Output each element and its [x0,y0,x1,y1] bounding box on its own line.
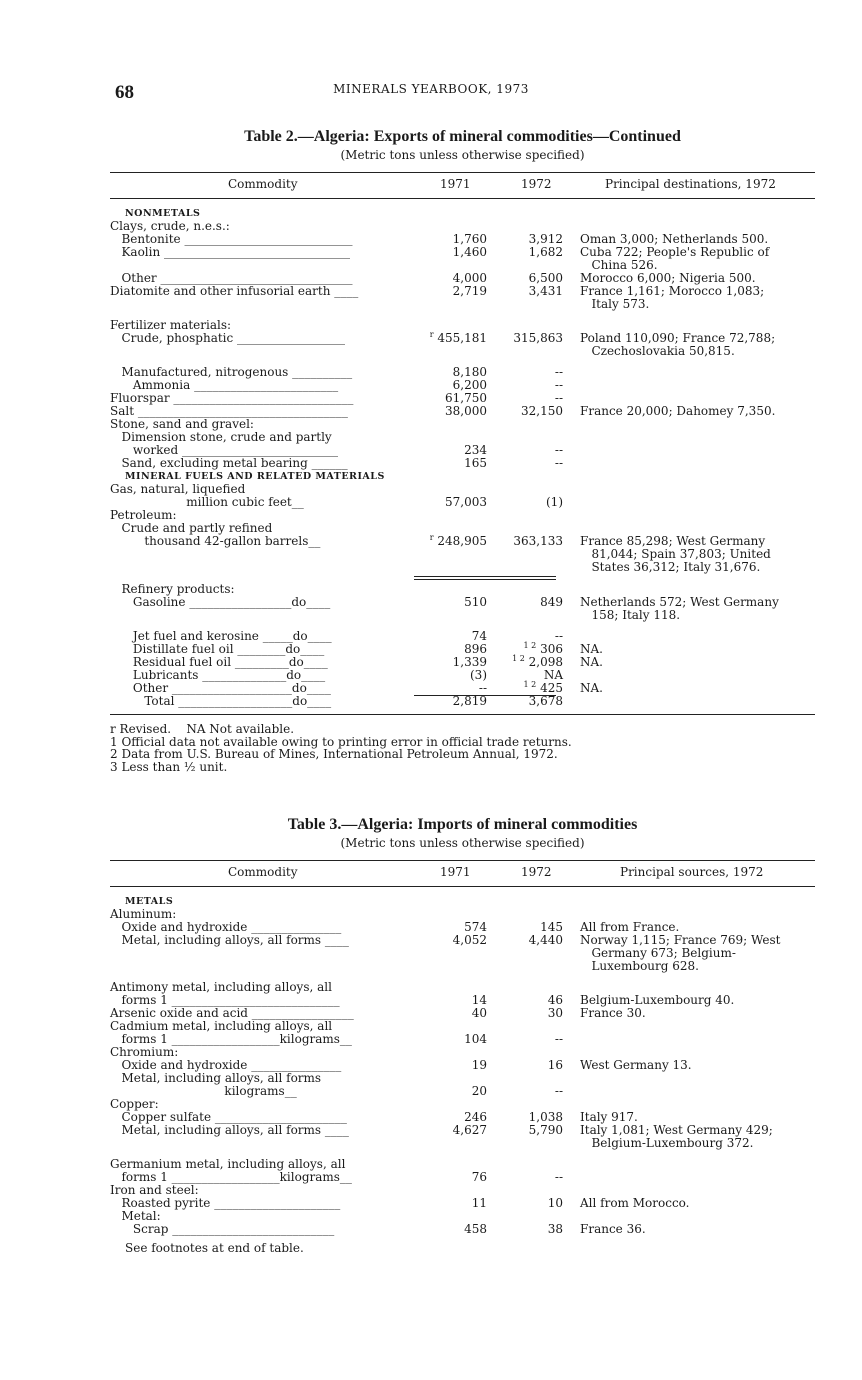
value-text: 425 [540,681,563,695]
commodity-cell: Chromium: [110,1045,179,1059]
destination-cell: States 36,312; Italy 31,676. [580,560,761,574]
table-row [110,457,815,470]
table-row [110,561,815,574]
value-text: 46 [547,993,563,1007]
value-1972 [529,695,563,708]
table-row [110,1033,815,1046]
value-1972 [548,1223,563,1236]
value-1971 [453,285,487,298]
value-text: 234 [464,443,487,457]
value-1971 [453,695,487,708]
value-text: -- [554,365,563,379]
value-1972 [555,1171,563,1184]
value-text: 19 [471,1058,487,1072]
value-text: NA [543,668,563,682]
commodity-cell: Distillate fuel oil ________do____ [110,642,325,656]
header-1971: 1971 [440,177,471,191]
value-text: 4,052 [452,933,487,947]
table-row [110,609,815,622]
value-text: 306 [540,642,563,656]
value-text: 849 [540,595,563,609]
value-text: -- [554,456,563,470]
commodity-cell: Crude and partly refined [110,521,273,535]
table-row [110,1197,815,1210]
commodity-cell: Dimension stone, crude and partly [110,430,332,444]
commodity-cell: Copper sulfate ______________________ [110,1110,347,1124]
commodity-cell: Gasoline _________________do____ [110,595,331,609]
commodity-cell: Kaolin _______________________________ [110,245,351,259]
destination-cell: Italy 1,081; West Germany 429; [580,1123,773,1137]
value-text: -- [554,1084,563,1098]
commodity-cell: Cadmium metal, including alloys, all [110,1019,333,1033]
destination-cell: NA. [580,655,603,669]
destination-cell: Norway 1,115; France 769; West [580,933,781,947]
value-text: (1) [546,495,563,509]
destination-cell: Luxembourg 628. [580,959,699,973]
value-text: 1,682 [528,245,563,259]
value-text: 455,181 [437,331,487,345]
section-heading: NONMETALS [125,208,201,219]
commodity-cell: Other ________________________________ [110,271,353,285]
commodity-cell: Iron and steel: [110,1183,199,1197]
value-text: -- [554,391,563,405]
value-text: 74 [471,629,487,643]
commodity-cell: thousand 42-gallon barrels__ [110,534,321,548]
value-1972 [513,332,563,345]
value-text: 2,719 [452,284,487,298]
value-text: 14 [471,993,487,1007]
table-row [110,298,815,311]
value-1971 [430,332,487,345]
value-1971 [472,1007,487,1020]
value-text: 4,440 [528,933,563,947]
value-text: -- [478,681,487,695]
value-1971 [464,1223,487,1236]
commodity-cell: Oxide and hydroxide _______________ [110,920,342,934]
running-head: MINERALS YEARBOOK, 1973 [333,82,529,96]
commodity-cell: Other ____________________do____ [110,681,331,695]
value-text: 6,200 [452,378,487,392]
value-1972 [555,457,563,470]
commodity-cell: Metal, including alloys, all forms [110,1071,322,1085]
value-1972 [529,246,563,259]
value-1972 [521,405,563,418]
double-rule-bottom [414,579,556,580]
value-text: 57,003 [445,495,487,509]
commodity-cell: Petroleum: [110,508,177,522]
value-1972 [529,934,563,947]
value-1972 [540,596,563,609]
value-text: -- [554,1170,563,1184]
footnote-mark: r [429,330,434,339]
table-row [110,947,815,960]
destination-cell: Belgium-Luxembourg 40. [580,993,735,1007]
header-commodity: Commodity [228,865,298,879]
table-2-bottom-rule [110,714,815,715]
value-text: 3,431 [528,284,563,298]
value-text: 165 [464,456,487,470]
table-row [110,960,815,973]
value-1972 [555,1085,563,1098]
value-text: 1,460 [452,245,487,259]
footnote: r Revised. NA Not available. [110,722,295,736]
destination-cell: All from France. [580,920,680,934]
value-text: 10 [547,1196,563,1210]
commodity-cell: forms 1 ____________________________ [110,993,340,1007]
value-1971 [464,1033,487,1046]
table-row [110,1085,815,1098]
table-2-header [110,172,815,199]
commodity-cell: Residual fuel oil _________do____ [110,655,328,669]
table-row [110,1171,815,1184]
value-text: -- [554,378,563,392]
destination-cell: Belgium-Luxembourg 372. [580,1136,754,1150]
see-footnotes-note: See footnotes at end of table. [125,1241,304,1255]
value-1971 [472,1085,487,1098]
value-text: 40 [471,1006,487,1020]
value-1972 [548,1007,563,1020]
commodity-cell: Metal, including alloys, all forms ____ [110,933,349,947]
destination-cell: Oman 3,000; Netherlands 500. [580,232,769,246]
commodity-cell: Fluorspar ______________________________ [110,391,354,405]
header-1972: 1972 [521,865,552,879]
commodity-cell: kilograms__ [110,1084,297,1098]
destination-cell: 81,044; Spain 37,803; United [580,547,771,561]
value-text: 11 [471,1196,487,1210]
value-1971 [445,405,487,418]
value-1971 [464,596,487,609]
commodity-cell: Jet fuel and kerosine _____do____ [110,629,332,643]
header-destinations: Principal destinations, 1972 [605,177,776,191]
commodity-cell: Salt ___________________________________ [110,404,348,418]
commodity-cell: Clays, crude, n.e.s.: [110,219,230,233]
value-text: 1,038 [528,1110,563,1124]
double-rule-top [414,576,556,577]
value-text: 3,678 [528,694,563,708]
footnote: 3 Less than ½ unit. [110,759,228,774]
table-2-title: Table 2.—Algeria: Exports of mineral commodities—Continued [244,128,681,145]
destination-cell: Germany 673; Belgium- [580,946,736,960]
footnote-mark: 1 2 [512,654,525,663]
commodity-cell: Bentonite ____________________________ [110,232,353,246]
commodity-cell: Manufactured, nitrogenous __________ [110,365,353,379]
table-3-imports [110,818,815,1255]
table-3-header [110,860,815,887]
table-2-body [110,207,815,708]
value-1972 [529,1124,563,1137]
value-text: 8,180 [452,365,487,379]
section-heading-row [110,895,815,908]
value-text: -- [554,629,563,643]
commodity-cell: Metal: [110,1209,161,1223]
page-number: 68 [115,82,134,103]
value-1972 [546,496,563,509]
value-text: 248,905 [437,534,487,548]
value-text: 896 [464,642,487,656]
footnote-mark: 1 2 [523,641,537,650]
table-row [110,1223,815,1236]
commodity-cell: Fertilizer materials: [110,318,232,332]
commodity-cell: Aluminum: [110,907,177,921]
table-3-body [110,895,815,1236]
commodity-cell: Ammonia ________________________ [110,378,339,392]
commodity-cell: Lubricants ______________do____ [110,668,326,682]
value-1972 [529,285,563,298]
table-2-exports [110,130,815,773]
commodity-cell: forms 1 __________________kilograms__ [110,1032,352,1046]
table-2-footnotes [110,723,815,773]
commodity-cell: Refinery products: [110,582,235,596]
value-text: 315,863 [513,331,563,345]
header-commodity: Commodity [228,177,298,191]
table-row [110,695,815,708]
commodity-cell: forms 1 __________________kilograms__ [110,1170,352,1184]
commodity-cell: Crude, phosphatic __________________ [110,331,346,345]
value-1971 [472,1059,487,1072]
commodity-cell: worked __________________________ [110,443,338,457]
value-text: 38,000 [445,404,487,418]
destination-cell: France 20,000; Dahomey 7,350. [580,404,776,418]
commodity-cell: Metal, including alloys, all forms ____ [110,1123,349,1137]
destination-cell: Poland 110,090; France 72,788; [580,331,776,345]
destination-cell: Czechoslovakia 50,815. [580,344,735,358]
commodity-cell: Total ___________________do____ [110,694,332,708]
value-text: 104 [464,1032,487,1046]
value-1971 [472,1171,487,1184]
value-1971 [464,457,487,470]
table-row [110,1137,815,1150]
destination-cell: Italy 573. [580,297,650,311]
value-text: 574 [464,920,487,934]
value-text: 458 [464,1222,487,1236]
value-1972 [513,535,563,548]
value-text: 38 [547,1222,563,1236]
section-heading: METALS [125,896,174,907]
section-heading: MINERAL FUELS AND RELATED MATERIALS [125,471,385,482]
commodity-cell: Antimony metal, including alloys, all [110,980,332,994]
value-text: 363,133 [513,534,563,548]
commodity-cell: Sand, excluding metal bearing ______ [110,456,348,470]
commodity-cell: Diatomite and other infusorial earth ____ [110,284,359,298]
value-1972 [555,1033,563,1046]
table-3-subtitle: (Metric tons unless otherwise specified) [340,836,585,850]
destination-cell: Netherlands 572; West Germany [580,595,779,609]
value-text: 2,819 [452,694,487,708]
table-row [110,285,815,298]
commodity-cell: Germanium metal, including alloys, all [110,1157,346,1171]
footnote-mark: r [429,533,434,542]
value-1971 [453,934,487,947]
value-text: 16 [547,1058,563,1072]
value-1971 [472,1197,487,1210]
destination-cell: West Germany 13. [580,1058,692,1072]
destination-cell: China 526. [580,258,658,272]
value-text: 3,912 [528,232,563,246]
commodity-cell: Arsenic oxide and acid _________________ [110,1006,354,1020]
value-text: -- [554,1032,563,1046]
destination-cell: France 36. [580,1222,646,1236]
value-text: 510 [464,595,487,609]
value-text: 20 [471,1084,487,1098]
value-text: 4,000 [452,271,487,285]
value-text: 2,098 [528,655,563,669]
value-text: (3) [470,668,487,682]
commodity-cell: Roasted pyrite _____________________ [110,1196,341,1210]
table-2-subtitle: (Metric tons unless otherwise specified) [340,148,585,162]
table-3-title: Table 3.—Algeria: Imports of mineral commodities [287,816,638,833]
destination-cell: Cuba 722; People's Republic of [580,245,770,259]
value-1971 [453,1124,487,1137]
value-1971 [445,496,487,509]
table-row [110,496,815,509]
commodity-cell: million cubic feet__ [110,495,304,509]
value-1971 [453,246,487,259]
commodity-cell: Stone, sand and gravel: [110,417,254,431]
destination-cell: All from Morocco. [580,1196,690,1210]
value-text: 145 [540,920,563,934]
value-text: 32,150 [521,404,563,418]
value-text: 246 [464,1110,487,1124]
table-row [110,596,815,609]
destination-cell: 158; Italy 118. [580,608,681,622]
value-1971 [430,535,487,548]
value-1972 [548,1059,563,1072]
commodity-cell: Scrap ___________________________ [110,1222,335,1236]
destination-cell: NA. [580,681,603,695]
value-text: 30 [547,1006,563,1020]
destination-cell: NA. [580,642,603,656]
value-text: 61,750 [445,391,487,405]
header-sources: Principal sources, 1972 [620,865,764,879]
commodity-cell: Gas, natural, liquefied [110,482,246,496]
destination-cell: Italy 917. [580,1110,638,1124]
commodity-cell: Copper: [110,1097,159,1111]
footnote: 1 Official data not available owing to printing error in official trade returns. [110,734,572,749]
value-text: 76 [471,1170,487,1184]
destination-cell: Morocco 6,000; Nigeria 500. [580,271,756,285]
destination-cell: France 85,298; West Germany [580,534,766,548]
table-row [110,345,815,358]
value-text: 1,760 [452,232,487,246]
header-1972: 1972 [521,177,552,191]
value-text: 4,627 [452,1123,487,1137]
value-text: -- [554,443,563,457]
destination-cell: France 30. [580,1006,646,1020]
value-text: 5,790 [528,1123,563,1137]
footnote: 2 Data from U.S. Bureau of Mines, International Petroleum Annual, 1972. [110,747,558,761]
destination-cell: France 1,161; Morocco 1,083; [580,284,765,298]
value-text: 6,500 [528,271,563,285]
commodity-cell: Oxide and hydroxide _______________ [110,1058,342,1072]
header-1971: 1971 [440,865,471,879]
footnote-mark: 1 2 [523,680,537,689]
value-text: 1,339 [452,655,487,669]
value-1972 [548,1197,563,1210]
table-row [110,246,815,259]
